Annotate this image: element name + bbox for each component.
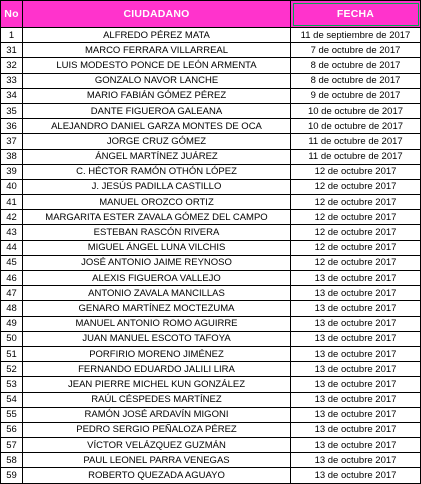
cell-no[interactable]: 55	[1, 407, 23, 422]
table-row	[1, 438, 421, 453]
cell-no[interactable]: 31	[1, 43, 23, 58]
cell-fecha[interactable]: 13 de octubre 2017	[291, 316, 421, 331]
table-row	[1, 271, 421, 286]
cell-ciudadano[interactable]: ALEXIS FIGUEROA VALLEJO	[23, 271, 291, 286]
cell-fecha[interactable]: 7 de octubre de 2017	[291, 43, 421, 58]
cell-fecha[interactable]: 13 de octubre 2017	[291, 271, 421, 286]
table-row	[1, 286, 421, 301]
cell-ciudadano[interactable]: C. HÉCTOR RAMÓN OTHÓN LÓPEZ	[23, 164, 291, 179]
cell-fecha[interactable]: 13 de octubre 2017	[291, 301, 421, 316]
table-row	[1, 103, 421, 118]
table-row	[1, 88, 421, 103]
cell-ciudadano[interactable]: RAÚL CÉSPEDES MARTÍNEZ	[23, 392, 291, 407]
header-fecha[interactable]: FECHA	[291, 1, 421, 28]
cell-fecha[interactable]: 12 de octubre 2017	[291, 255, 421, 270]
cell-fecha[interactable]: 11 de septiembre de 2017	[291, 28, 421, 43]
table-row	[1, 422, 421, 437]
table-row	[1, 255, 421, 270]
cell-ciudadano[interactable]: RAMÓN JOSÉ ARDAVÍN MIGONI	[23, 407, 291, 422]
table-row	[1, 210, 421, 225]
cell-ciudadano[interactable]: GONZALO NAVOR LANCHE	[23, 73, 291, 88]
cell-fecha[interactable]: 11 de octubre de 2017	[291, 134, 421, 149]
cell-fecha[interactable]: 13 de octubre 2017	[291, 438, 421, 453]
cell-no[interactable]: 45	[1, 255, 23, 270]
cell-fecha[interactable]: 12 de octubre 2017	[291, 225, 421, 240]
header-ciudadano[interactable]: CIUDADANO	[23, 1, 291, 28]
cell-fecha[interactable]: 9 de octubre de 2017	[291, 88, 421, 103]
cell-ciudadano[interactable]: MANUEL OROZCO ORTIZ	[23, 195, 291, 210]
cell-no[interactable]: 56	[1, 422, 23, 437]
cell-fecha[interactable]: 12 de octubre 2017	[291, 195, 421, 210]
table-row	[1, 225, 421, 240]
cell-no[interactable]: 57	[1, 438, 23, 453]
table-row	[1, 362, 421, 377]
table-row	[1, 392, 421, 407]
cell-no[interactable]: 39	[1, 164, 23, 179]
cell-no[interactable]: 32	[1, 58, 23, 73]
cell-fecha[interactable]: 13 de octubre 2017	[291, 468, 421, 483]
table-row	[1, 468, 421, 483]
table-row	[1, 179, 421, 194]
cell-no[interactable]: 53	[1, 377, 23, 392]
cell-fecha[interactable]: 13 de octubre 2017	[291, 377, 421, 392]
cell-no[interactable]: 50	[1, 331, 23, 346]
cell-ciudadano[interactable]: ÁNGEL MARTÍNEZ JUÁREZ	[23, 149, 291, 164]
table-row	[1, 377, 421, 392]
table-row	[1, 316, 421, 331]
cell-no[interactable]: 54	[1, 392, 23, 407]
cell-fecha[interactable]: 8 de octubre de 2017	[291, 73, 421, 88]
cell-fecha[interactable]: 10 de octubre de 2017	[291, 103, 421, 118]
table-row	[1, 164, 421, 179]
cell-fecha[interactable]: 13 de octubre 2017	[291, 453, 421, 468]
table-row	[1, 73, 421, 88]
cell-fecha[interactable]: 13 de octubre 2017	[291, 422, 421, 437]
cell-fecha[interactable]: 11 de octubre de 2017	[291, 149, 421, 164]
table-body	[1, 28, 421, 484]
cell-fecha[interactable]: 10 de octubre de 2017	[291, 119, 421, 134]
cell-fecha[interactable]: 13 de octubre 2017	[291, 346, 421, 361]
cell-no[interactable]: 38	[1, 149, 23, 164]
cell-no[interactable]: 52	[1, 362, 23, 377]
table-row	[1, 134, 421, 149]
cell-fecha[interactable]: 12 de octubre 2017	[291, 164, 421, 179]
header-row	[1, 1, 421, 28]
cell-no[interactable]: 49	[1, 316, 23, 331]
cell-no[interactable]: 34	[1, 88, 23, 103]
cell-ciudadano[interactable]: LUIS MODESTO PONCE DE LEÓN ARMENTA	[23, 58, 291, 73]
cell-ciudadano[interactable]: PAUL LEONEL PARRA VENEGAS	[23, 453, 291, 468]
cell-no[interactable]: 36	[1, 119, 23, 134]
table-row	[1, 58, 421, 73]
cell-ciudadano[interactable]: FERNANDO EDUARDO JALILI LIRA	[23, 362, 291, 377]
cell-ciudadano[interactable]: PORFIRIO MORENO JIMÉNEZ	[23, 346, 291, 361]
cell-no[interactable]: 46	[1, 271, 23, 286]
cell-ciudadano[interactable]: PEDRO SERGIO PEÑALOZA PÉREZ	[23, 422, 291, 437]
cell-fecha[interactable]: 13 de octubre 2017	[291, 331, 421, 346]
cell-ciudadano[interactable]: MARGARITA ESTER ZAVALA GÓMEZ DEL CAMPO	[23, 210, 291, 225]
cell-fecha[interactable]: 12 de octubre 2017	[291, 240, 421, 255]
cell-ciudadano[interactable]: ALFREDO PÉREZ MATA	[23, 28, 291, 43]
cell-ciudadano[interactable]: ROBERTO QUEZADA AGUAYO	[23, 468, 291, 483]
cell-no[interactable]: 44	[1, 240, 23, 255]
table-row	[1, 43, 421, 58]
header-no[interactable]: No	[1, 1, 23, 28]
cell-fecha[interactable]: 13 de octubre 2017	[291, 362, 421, 377]
cell-no[interactable]: 47	[1, 286, 23, 301]
cell-no[interactable]: 37	[1, 134, 23, 149]
cell-ciudadano[interactable]: ESTEBAN RASCÓN RIVERA	[23, 225, 291, 240]
cell-no[interactable]: 58	[1, 453, 23, 468]
cell-ciudadano[interactable]: JOSÉ ANTONIO JAIME REYNOSO	[23, 255, 291, 270]
table-row	[1, 195, 421, 210]
table-row	[1, 301, 421, 316]
cell-ciudadano[interactable]: MANUEL ANTONIO ROMO AGUIRRE	[23, 316, 291, 331]
cell-ciudadano[interactable]: JUAN MANUEL ESCOTO TAFOYA	[23, 331, 291, 346]
cell-ciudadano[interactable]: GENARO MARTÍNEZ MOCTEZUMA	[23, 301, 291, 316]
table-row	[1, 346, 421, 361]
cell-fecha[interactable]: 13 de octubre 2017	[291, 407, 421, 422]
table-row	[1, 28, 421, 43]
cell-no[interactable]: 33	[1, 73, 23, 88]
cell-ciudadano[interactable]: ANTONIO ZAVALA MANCILLAS	[23, 286, 291, 301]
table-row	[1, 407, 421, 422]
cell-fecha[interactable]: 8 de octubre de 2017	[291, 58, 421, 73]
table-row	[1, 149, 421, 164]
table-row	[1, 240, 421, 255]
cell-ciudadano[interactable]: VÍCTOR VELÁZQUEZ GUZMÁN	[23, 438, 291, 453]
cell-ciudadano[interactable]: J. JESÚS PADILLA CASTILLO	[23, 179, 291, 194]
cell-fecha[interactable]: 13 de octubre 2017	[291, 286, 421, 301]
cell-no[interactable]: 48	[1, 301, 23, 316]
cell-no[interactable]: 59	[1, 468, 23, 483]
cell-no[interactable]: 43	[1, 225, 23, 240]
cell-no[interactable]: 40	[1, 179, 23, 194]
cell-ciudadano[interactable]: ALEJANDRO DANIEL GARZA MONTES DE OCA	[23, 119, 291, 134]
cell-ciudadano[interactable]: JEAN PIERRE MICHEL KUN GONZÁLEZ	[23, 377, 291, 392]
table-row	[1, 119, 421, 134]
cell-ciudadano[interactable]: MARIO FABIÁN GÓMEZ PÉREZ	[23, 88, 291, 103]
cell-fecha[interactable]: 12 de octubre 2017	[291, 210, 421, 225]
cell-ciudadano[interactable]: MIGUEL ÁNGEL LUNA VILCHIS	[23, 240, 291, 255]
cell-no[interactable]: 42	[1, 210, 23, 225]
cell-ciudadano[interactable]: DANTE FIGUEROA GALEANA	[23, 103, 291, 118]
table-row	[1, 331, 421, 346]
cell-no[interactable]: 35	[1, 103, 23, 118]
cell-no[interactable]: 1	[1, 28, 23, 43]
cell-no[interactable]: 51	[1, 346, 23, 361]
cell-no[interactable]: 41	[1, 195, 23, 210]
table-row	[1, 453, 421, 468]
cell-fecha[interactable]: 12 de octubre 2017	[291, 179, 421, 194]
cell-ciudadano[interactable]: MARCO FERRARA VILLARREAL	[23, 43, 291, 58]
cell-ciudadano[interactable]: JORGE CRUZ GÓMEZ	[23, 134, 291, 149]
cell-fecha[interactable]: 13 de octubre 2017	[291, 392, 421, 407]
